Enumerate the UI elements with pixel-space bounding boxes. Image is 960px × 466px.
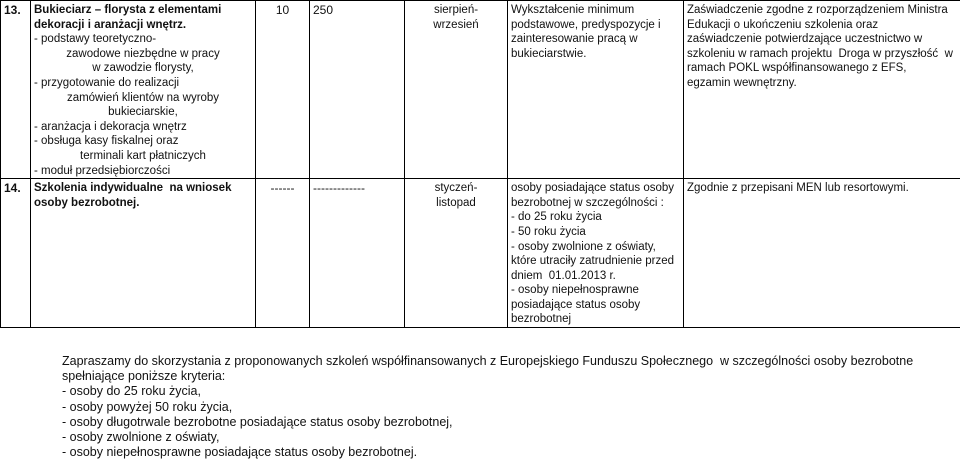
hours-cell: ------ [256, 179, 310, 328]
row-number: 14. [1, 179, 31, 328]
title-item: terminali kart płatniczych [80, 149, 206, 162]
title-item: - aranżacja i dekoracja wnętrz [34, 120, 187, 133]
footer-text [62, 354, 942, 460]
table-row [1, 179, 960, 328]
footer-intro: Zapraszamy do skorzystania z proponowanych szkoleń współfinansowanych z Europejskiego Funduszu Społecznego w szczególności osoby bezrobotne spełniające poniższe kryteria: [62, 354, 914, 384]
criteria-item: - osoby do 25 roku życia, [62, 384, 201, 399]
hours-cell: 10 [256, 1, 310, 179]
requirements-cell: Wykształcenie minimum podstawowe, predyspozycje i zainteresowanie pracą w bukieciarstwie. [508, 1, 684, 179]
title-item: - przygotowanie do realizacji [34, 76, 180, 89]
course-title: Bukieciarz – florysta z elementami dekoracji i aranżacji wnętrz. [34, 4, 225, 31]
participants-cell: ------------- [310, 179, 405, 328]
certificate-cell: Zgodnie z przepisani MEN lub resortowymi. [684, 179, 960, 328]
requirements-cell: osoby posiadające status osoby bezrobotnej w szczególności : - do 25 roku życia - 50 roku życia - osoby zwolnione z oświaty, które utraciły zatrudnienie przed dniem 01.01.2013 r. - osoby niepełnosprawne posiadające status osoby bezrobotnej [508, 179, 684, 328]
participants-cell: 250 [310, 1, 405, 179]
title-item: - podstawy teoretyczno- [34, 33, 157, 46]
criteria-item: - osoby powyżej 50 roku życia, [62, 399, 233, 414]
criteria-item: - osoby zwolnione z oświaty, [62, 430, 220, 445]
table-row [1, 1, 960, 179]
course-title: Szkolenia indywidualne na wniosek osoby bezrobotnej. [34, 182, 235, 209]
criteria-item: - osoby długotrwale bezrobotne posiadające status osoby bezrobotnej, [62, 414, 453, 429]
title-item: bukieciarskie, [108, 106, 178, 119]
title-item: zawodowe niezbędne w pracy [66, 47, 220, 60]
title-item: - moduł przedsiębiorczości [34, 164, 171, 177]
course-title-cell [31, 179, 256, 328]
title-item: - obsługa kasy fiskalnej oraz [34, 135, 179, 148]
criteria-item: - osoby niepełnosprawne posiadające status osoby bezrobotnej. [62, 445, 418, 460]
title-item: w zawodzie florysty, [92, 62, 194, 75]
certificate-cell: Zaświadczenie zgodne z rozporządzeniem Ministra Edukacji o ukończeniu szkolenia oraz zaświadczenie potwierdzające uczestnictwo w szkoleniu w ramach projektu Droga w przyszłość w ramach POKL współfinansowanego z EFS, egzamin wewnętrzny. [684, 1, 960, 179]
course-title-cell [31, 1, 256, 179]
term-cell: styczeń- listopad [405, 179, 508, 328]
term-cell: sierpień- wrzesień [405, 1, 508, 179]
title-item: zamówień klientów na wyroby [66, 91, 220, 104]
row-number: 13. [1, 1, 31, 179]
